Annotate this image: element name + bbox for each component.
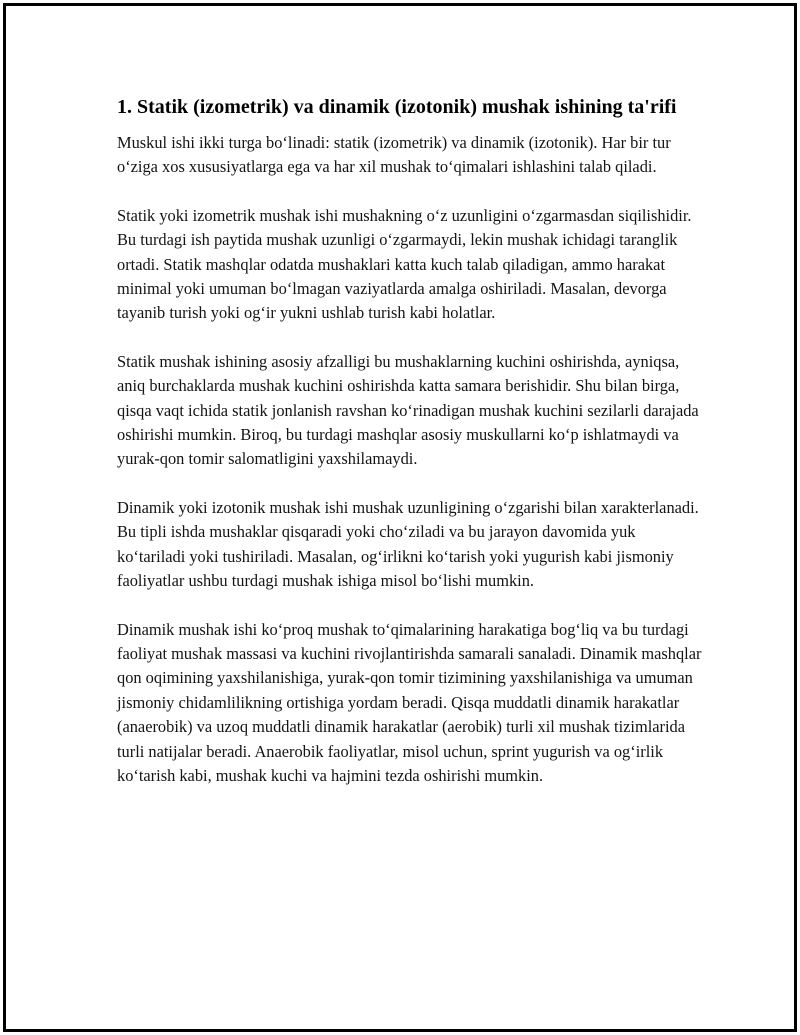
document-body (117, 94, 707, 812)
section-heading: 1. Statik (izometrik) va dinamik (izotonik) mushak ishining ta'rifi (117, 96, 677, 118)
paragraph-3: Statik mushak ishining asosiy afzalligi bu mushaklarning kuchini oshirishda, ayniqsa, aniq burchaklarda mushak kuchini oshirishda katta samara berishidir. Shu bilan birga, qisqa vaqt ichida statik jonlanish ravshan ko‘rinadigan mushak kuchini sezilarli darajada oshirishi mumkin. Biroq, bu turdagi mashqlar asosiy muskullarni ko‘p ishlatmaydi va yurak-qon tomir salomatligini yaxshilamaydi. (117, 351, 699, 469)
paragraph-2: Statik yoki izometrik mushak ishi mushakning o‘z uzunligini o‘zgarmasdan siqilishidir. Bu turdagi ish paytida mushak uzunligi o‘zgarmaydi, lekin mushak ichidagi taranglik ortadi. Statik mashqlar odatda mushaklari katta kuch talab qiladigan, ammo harakat minimal yoki umuman bo‘lmagan vaziyatlarda amalga oshiriladi. Masalan, devorga tayanib turish yoki og‘ir yukni ushlab turish kabi holatlar. (117, 205, 692, 323)
paragraph-5: Dinamik mushak ishi ko‘proq mushak to‘qimalarining harakatiga bog‘liq va bu turdagi faoliyat mushak massasi va kuchini rivojlantirishda samarali sanaladi. Dinamik mashqlar qon oqimining yaxshilanishiga, yurak-qon tomir tizimining yaxshilanishiga va umuman jismoniy chidamlilikning ortishiga yordam beradi. Qisqa muddatli dinamik harakatlar (anaerobik) va uzoq muddatli dinamik harakatlar (aerobik) turli xil mushak tizimlarida turli natijalar beradi. Anaerobik faoliyatlar, misol uchun, sprint yugurish va og‘irlik ko‘tarish kabi, mushak kuchi va hajmini tezda oshirishi mumkin. (117, 619, 702, 785)
paragraph-4: Dinamik yoki izotonik mushak ishi mushak uzunligining o‘zgarishi bilan xarakterlanadi. Bu tipli ishda mushaklar qisqaradi yoki cho‘ziladi va bu jarayon davomida yuk ko‘tariladi yoki tushiriladi. Masalan, og‘irlikni ko‘tarish yoki yugurish kabi jismoniy faoliyatlar ushbu turdagi mushak ishiga misol bo‘lishi mumkin. (117, 497, 699, 591)
paragraph-1: Muskul ishi ikki turga bo‘linadi: statik (izometrik) va dinamik (izotonik). Har bir tur o‘ziga xos xususiyatlarga ega va har xil mushak to‘qimalari ishlashini talab qiladi. (117, 133, 671, 177)
